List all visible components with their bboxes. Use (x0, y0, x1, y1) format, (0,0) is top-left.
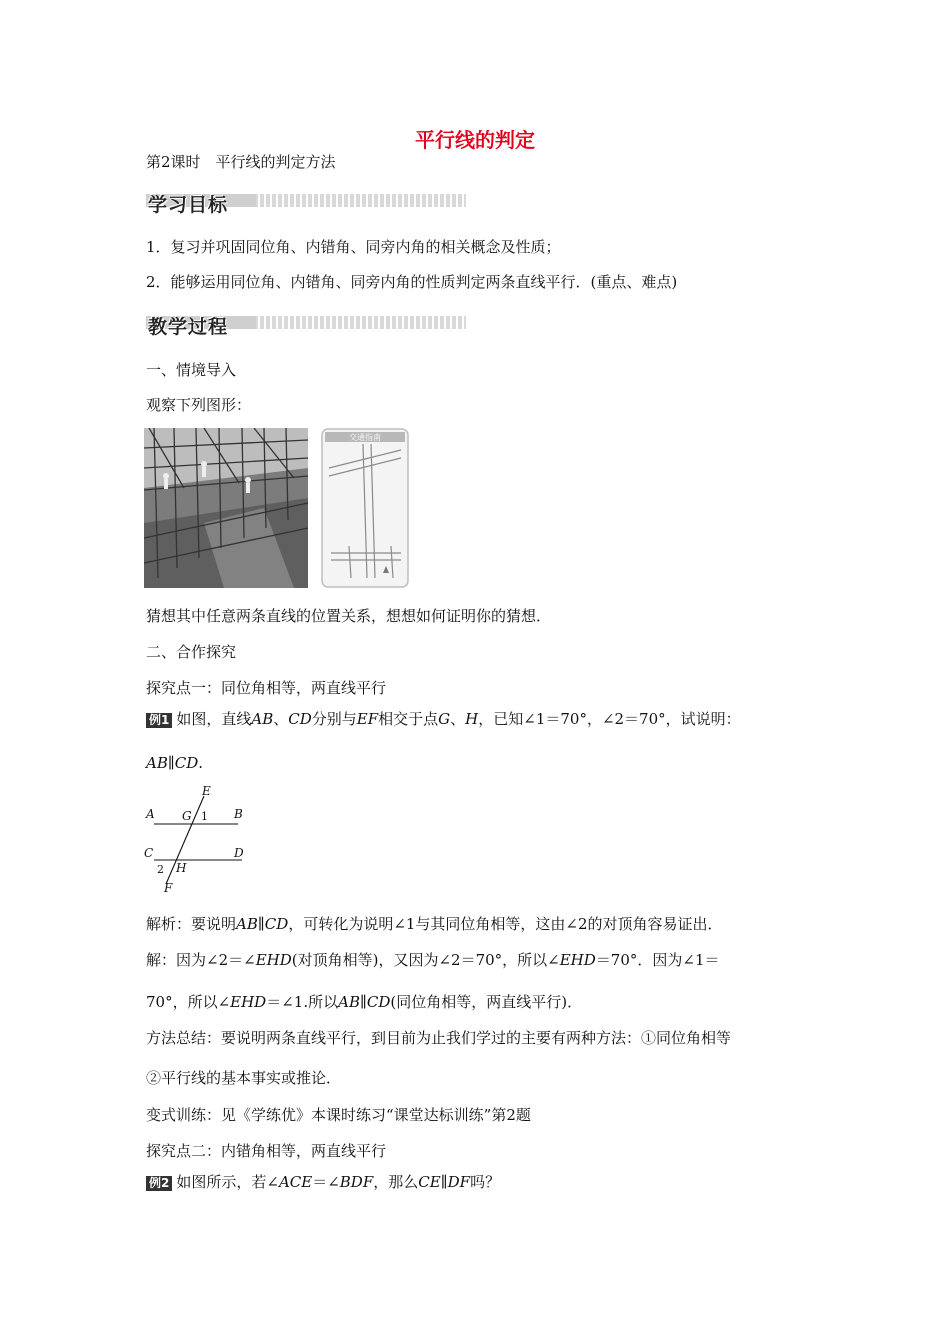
solution-part: ＝70°．因为∠1＝ (595, 951, 720, 969)
parallel-lines-diagram (140, 780, 260, 895)
angle-1-label: 1 (201, 810, 208, 823)
period: . (198, 754, 204, 772)
angle-ace: ACE (278, 1173, 313, 1191)
solution-part: 解：因为∠2＝∠ (146, 951, 256, 969)
angle-ehd: EHD (230, 993, 267, 1011)
map-title: 交通指南 (349, 433, 381, 442)
solution-line-2 (146, 992, 582, 1012)
label-f: F (164, 881, 173, 895)
analysis-part: ，可转化为说明∠1与其同位角相等，这由∠2的对顶角容易证出． (288, 915, 723, 933)
example-1-text: ，已知∠1＝70°，∠2＝70°，试说明： (478, 710, 741, 728)
banner-objectives (146, 190, 466, 216)
lesson-subtitle: 第2课时 平行线的判定方法 (146, 153, 336, 171)
example-1 (146, 709, 741, 729)
analysis-text (146, 914, 723, 934)
label-a: A (146, 807, 155, 821)
parallel-statement: AB∥CD (338, 993, 391, 1011)
label-c: C (144, 846, 154, 860)
solution-part: 70°，所以∠ (146, 993, 231, 1011)
parallel-statement: AB∥CD (146, 754, 199, 772)
parallel-statement: CE∥DF (418, 1173, 471, 1191)
example-2-text: ＝∠ (312, 1173, 340, 1191)
traffic-map-illustration (321, 428, 409, 588)
example-2-tag: 例2 (146, 1176, 172, 1191)
banner-label: 学习目标 (148, 194, 229, 216)
angle-ehd: EHD (559, 951, 596, 969)
example-2-text: 如图所示，若∠ (176, 1173, 279, 1191)
explore-point-2: 探究点二：内错角相等，两直线平行 (146, 1142, 387, 1160)
solution-part: (同位角相等，两直线平行)． (390, 993, 583, 1011)
line-ef: EF (356, 710, 379, 728)
example-2-text: ，那么 (373, 1173, 419, 1191)
example-1-text: 相交于点 (378, 710, 439, 728)
method-summary-2: ②平行线的基本事实或推论． (146, 1069, 342, 1087)
angle-ehd: EHD (255, 951, 292, 969)
traffic-map (321, 428, 409, 588)
line-ab: AB (251, 710, 274, 728)
page-title: 平行线的判定 (415, 128, 535, 152)
parallel-statement: AB∥CD (236, 915, 289, 933)
scaffolding-photo (144, 428, 308, 588)
example-1-text: 分别与 (311, 710, 357, 728)
variant-training: 变式训练：见《学练优》本课时练习“课堂达标训练”第2题 (146, 1106, 531, 1124)
analysis-part: 解析：要说明 (146, 915, 237, 933)
point-g: G (438, 710, 451, 728)
label-g: G (182, 809, 192, 823)
observe-text: 观察下列图形： (146, 396, 252, 414)
example-2 (146, 1172, 500, 1192)
separator: 、 (450, 710, 466, 728)
solution-part: ＝∠1.所以 (266, 993, 339, 1011)
objective-2: 2．能够运用同位角、内错角、同旁内角的性质判定两条直线平行．(重点、难点) (146, 273, 678, 291)
scaffolding-illustration (144, 428, 308, 588)
guess-text: 猜想其中任意两条直线的位置关系，想想如何证明你的猜想． (146, 607, 552, 625)
section-heading-2: 二、合作探究 (146, 643, 237, 661)
objective-1: 1．复习并巩固同位角、内错角、同旁内角的相关概念及性质； (146, 238, 561, 256)
method-summary-1: 方法总结：要说明两条直线平行，到目前为止我们学过的主要有两种方法：①同位角相等 (146, 1029, 732, 1047)
example-1-conclusion (146, 753, 203, 773)
label-h: H (176, 861, 187, 875)
angle-2-label: 2 (157, 863, 164, 876)
example-1-text: 如图，直线 (176, 710, 252, 728)
solution-part: (对顶角相等)，又因为∠2＝70°，所以∠ (291, 951, 560, 969)
label-b: B (234, 807, 243, 821)
example-1-tag: 例1 (146, 713, 172, 728)
point-h: H (465, 710, 479, 728)
section-heading-1: 一、情境导入 (146, 361, 237, 379)
label-e: E (202, 784, 211, 798)
explore-point-1: 探究点一：同位角相等，两直线平行 (146, 679, 387, 697)
parallel-lines-figure (140, 780, 260, 895)
label-d: D (234, 846, 244, 860)
solution-line-1 (146, 950, 720, 970)
line-cd: CD (288, 710, 312, 728)
angle-bdf: BDF (339, 1173, 374, 1191)
example-2-text: 吗？ (470, 1173, 501, 1191)
separator: 、 (273, 710, 289, 728)
banner-process (146, 312, 466, 338)
banner-label: 教学过程 (148, 316, 229, 338)
